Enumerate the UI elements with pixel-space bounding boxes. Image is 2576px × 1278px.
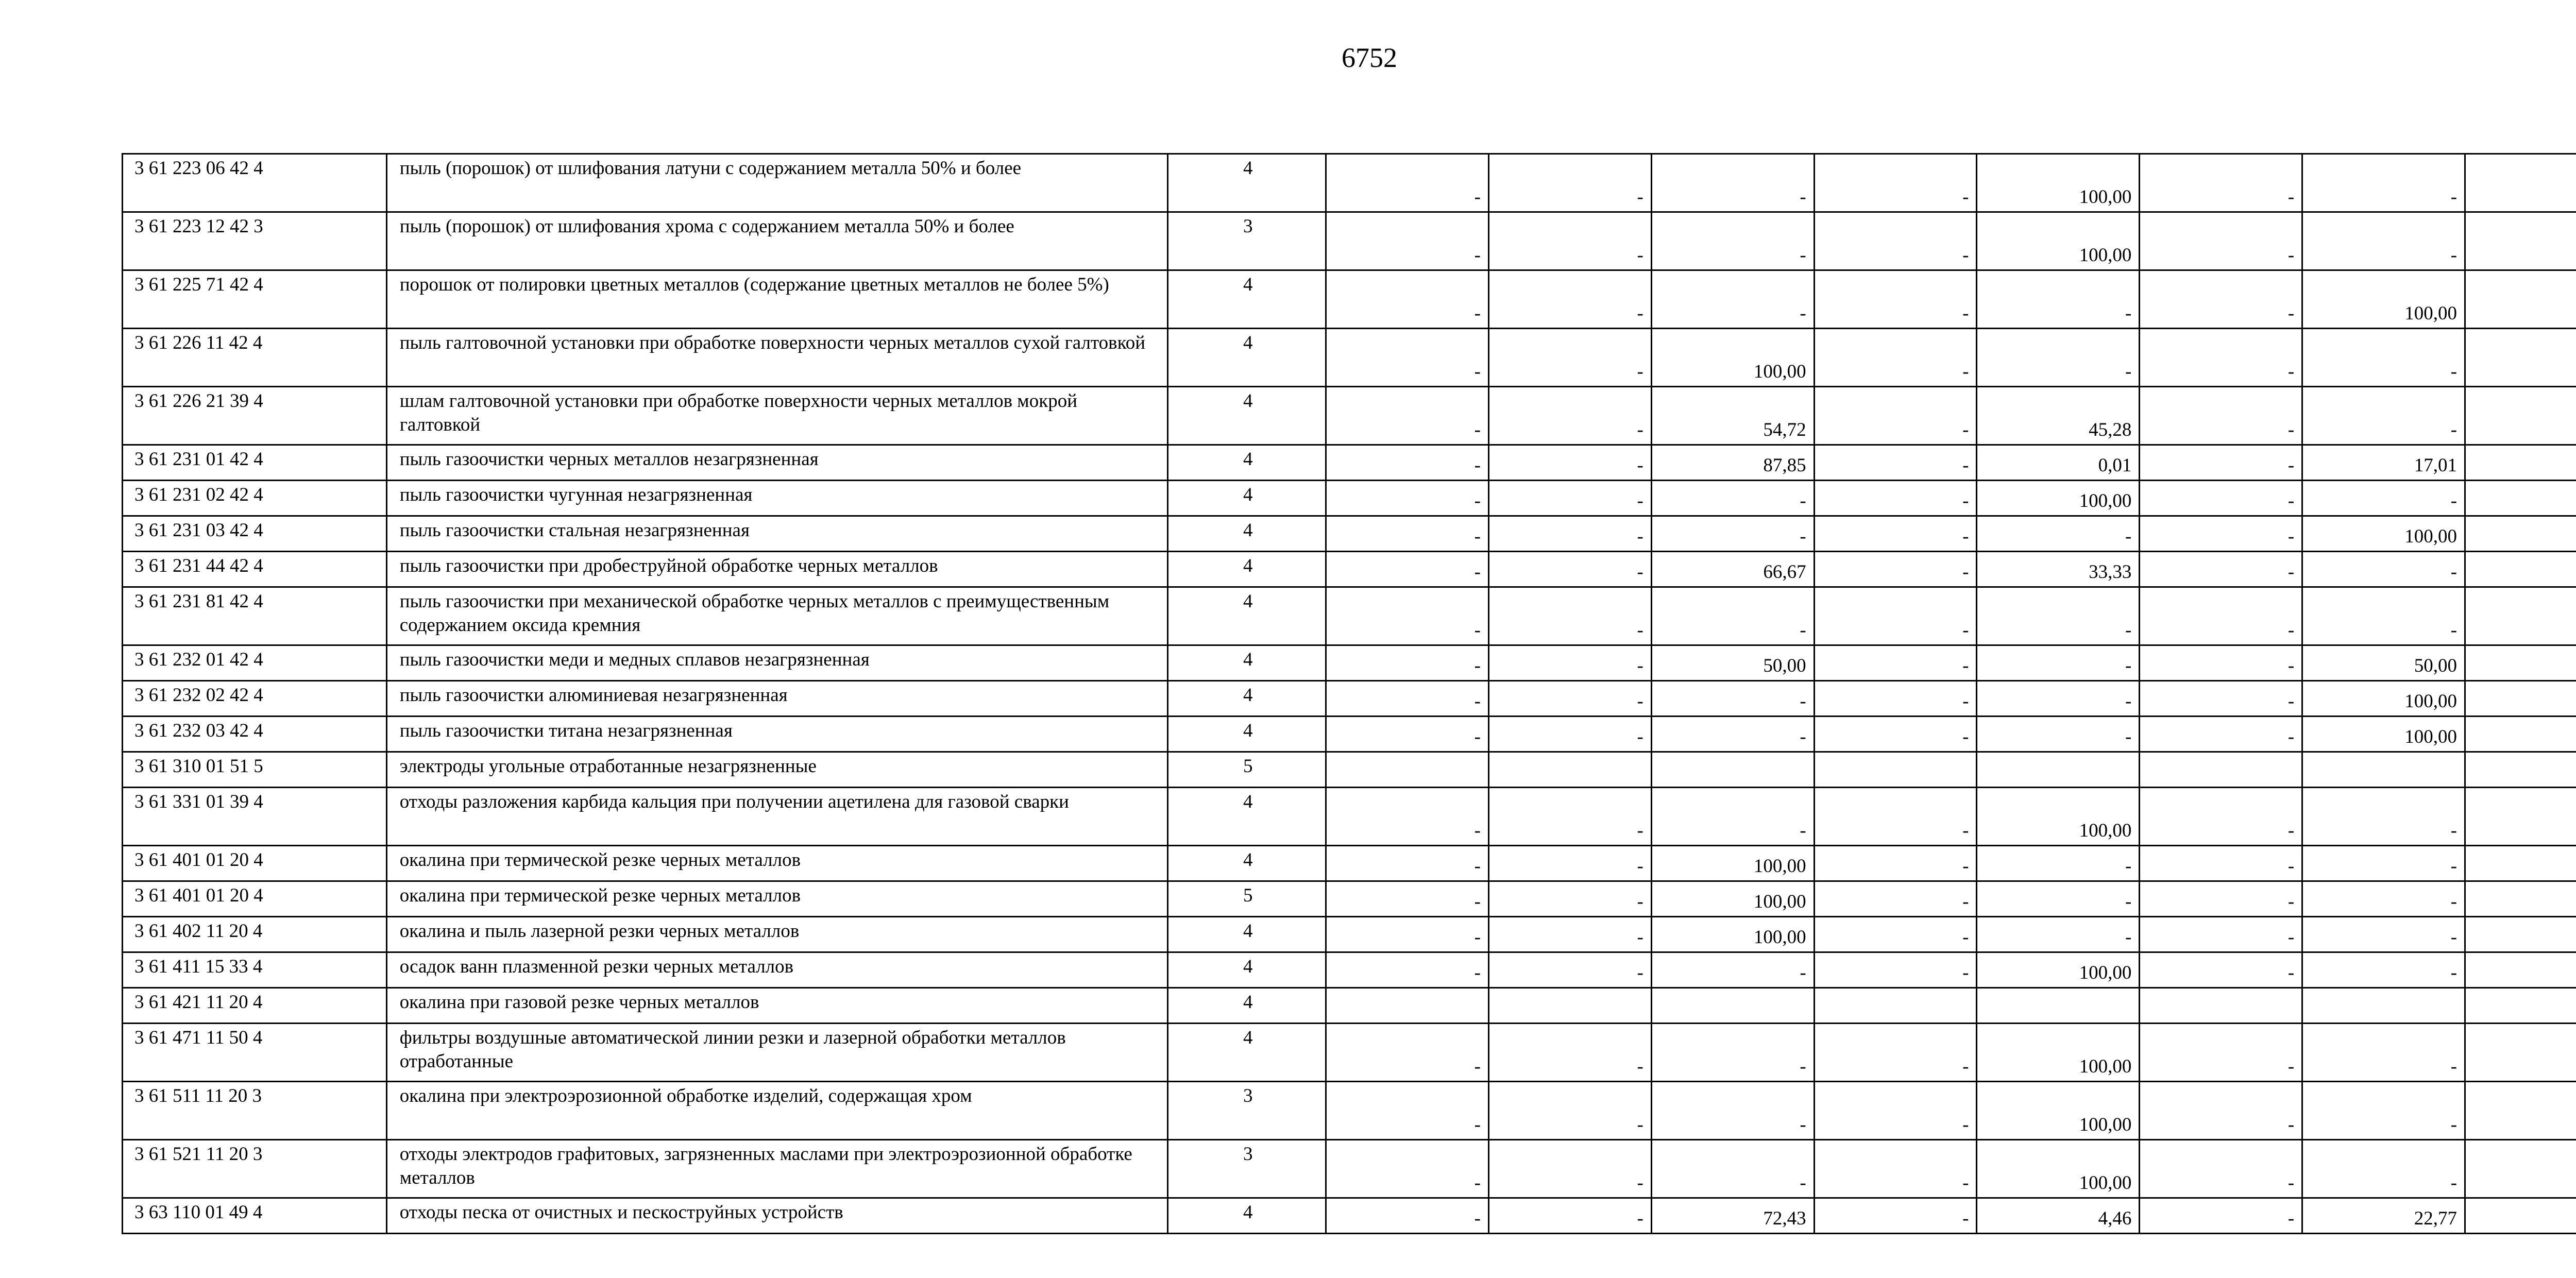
share-value-cell: - [1488, 1024, 1651, 1082]
share-value-cell: - [1488, 846, 1651, 881]
share-value-cell [2465, 917, 2576, 952]
share-value-cell [2465, 552, 2576, 587]
hazard-class-cell: 4 [1168, 587, 1326, 645]
table-row [123, 846, 2576, 881]
share-value-cell: - [1488, 1140, 1651, 1198]
share-value-cell: - [1814, 387, 1977, 445]
share-value-cell: - [1326, 952, 1489, 988]
share-value-cell [1977, 988, 2140, 1024]
waste-name-cell: шлам галтовочной установки при обработке поверхности черных металлов мокрой галтовкой [386, 387, 1168, 445]
waste-name-cell: пыль газоочистки чугунная незагрязненная [386, 481, 1168, 516]
table-row [123, 988, 2576, 1024]
share-value-cell: - [1814, 516, 1977, 552]
share-value-cell: - [1814, 154, 1977, 212]
share-value-cell: - [2140, 212, 2302, 270]
share-value-cell: - [1488, 270, 1651, 329]
share-value-cell: - [2140, 1024, 2302, 1082]
share-value-cell: - [1651, 788, 1814, 846]
share-value-cell [2465, 1024, 2576, 1082]
hazard-class-cell: 3 [1168, 212, 1326, 270]
share-value-cell: 100,00 [1651, 329, 1814, 387]
share-value-cell: - [1488, 445, 1651, 481]
table-row [123, 645, 2576, 681]
table-row [123, 212, 2576, 270]
share-value-cell: - [2140, 481, 2302, 516]
hazard-class-cell: 4 [1168, 270, 1326, 329]
waste-name-cell: пыль газоочистки при механической обработке черных металлов с преимущественным содержанием оксида кремния [386, 587, 1168, 645]
waste-code-cell: 3 61 231 02 42 4 [123, 481, 387, 516]
share-value-cell: - [1326, 154, 1489, 212]
table-row [123, 1082, 2576, 1140]
hazard-class-cell: 4 [1168, 552, 1326, 587]
share-value-cell: - [2302, 329, 2465, 387]
share-value-cell: - [1977, 881, 2140, 917]
share-value-cell [2465, 1198, 2576, 1234]
share-value-cell [1977, 752, 2140, 788]
hazard-class-cell: 4 [1168, 788, 1326, 846]
share-value-cell [2465, 881, 2576, 917]
share-value-cell: - [1326, 717, 1489, 752]
share-value-cell: - [2302, 788, 2465, 846]
share-value-cell: - [2140, 788, 2302, 846]
share-value-cell: - [2302, 387, 2465, 445]
table-row [123, 587, 2576, 645]
share-value-cell [2465, 329, 2576, 387]
table-row [123, 681, 2576, 717]
share-value-cell [2465, 846, 2576, 881]
hazard-class-cell: 3 [1168, 1082, 1326, 1140]
share-value-cell [2465, 717, 2576, 752]
share-value-cell: - [1651, 270, 1814, 329]
waste-code-cell: 3 61 402 11 20 4 [123, 917, 387, 952]
share-value-cell [2465, 752, 2576, 788]
share-value-cell [1814, 752, 1977, 788]
waste-code-cell: 3 63 110 01 49 4 [123, 1198, 387, 1234]
waste-code-cell: 3 61 231 81 42 4 [123, 587, 387, 645]
share-value-cell [2465, 788, 2576, 846]
hazard-class-cell: 4 [1168, 952, 1326, 988]
waste-code-cell: 3 61 471 11 50 4 [123, 1024, 387, 1082]
share-value-cell [2465, 481, 2576, 516]
table-row [123, 516, 2576, 552]
share-value-cell: - [1326, 917, 1489, 952]
share-value-cell: - [1814, 481, 1977, 516]
share-value-cell: - [2140, 587, 2302, 645]
share-value-cell: - [1651, 717, 1814, 752]
share-value-cell: - [1488, 516, 1651, 552]
waste-code-cell: 3 61 232 02 42 4 [123, 681, 387, 717]
share-value-cell: 50,00 [1651, 645, 1814, 681]
share-value-cell [1326, 988, 1489, 1024]
share-value-cell: - [2140, 270, 2302, 329]
share-value-cell: - [1814, 270, 1977, 329]
share-value-cell: - [1651, 1140, 1814, 1198]
share-value-cell [2465, 1082, 2576, 1140]
share-value-cell: 100,00 [2302, 270, 2465, 329]
share-value-cell: - [1814, 846, 1977, 881]
share-value-cell: 100,00 [1651, 917, 1814, 952]
hazard-class-cell: 4 [1168, 1024, 1326, 1082]
hazard-class-cell: 4 [1168, 329, 1326, 387]
share-value-cell: - [1814, 645, 1977, 681]
share-value-cell: 100,00 [1977, 1140, 2140, 1198]
waste-name-cell: пыль газоочистки черных металлов незагрязненная [386, 445, 1168, 481]
share-value-cell: - [1651, 516, 1814, 552]
share-value-cell: - [1326, 1024, 1489, 1082]
table-body [123, 154, 2576, 1234]
share-value-cell [2140, 752, 2302, 788]
waste-name-cell: окалина и пыль лазерной резки черных металлов [386, 917, 1168, 952]
share-value-cell: - [2302, 917, 2465, 952]
share-value-cell: - [1651, 952, 1814, 988]
share-value-cell [1651, 988, 1814, 1024]
share-value-cell: - [2140, 1082, 2302, 1140]
share-value-cell: - [2140, 917, 2302, 952]
waste-code-cell: 3 61 226 21 39 4 [123, 387, 387, 445]
waste-code-cell: 3 61 231 03 42 4 [123, 516, 387, 552]
share-value-cell: - [1326, 212, 1489, 270]
share-value-cell: 100,00 [1977, 154, 2140, 212]
share-value-cell: - [1488, 329, 1651, 387]
share-value-cell: - [2140, 1198, 2302, 1234]
share-value-cell: - [1326, 552, 1489, 587]
waste-name-cell: пыль газоочистки алюминиевая незагрязненная [386, 681, 1168, 717]
waste-code-cell: 3 61 223 06 42 4 [123, 154, 387, 212]
share-value-cell: - [1814, 681, 1977, 717]
share-value-cell: - [1814, 1082, 1977, 1140]
share-value-cell: - [1814, 717, 1977, 752]
share-value-cell: - [1977, 516, 2140, 552]
waste-name-cell: пыль газоочистки титана незагрязненная [386, 717, 1168, 752]
share-value-cell: - [2140, 329, 2302, 387]
share-value-cell: - [1488, 952, 1651, 988]
share-value-cell: - [1488, 212, 1651, 270]
share-value-cell: - [2302, 481, 2465, 516]
waste-name-cell: фильтры воздушные автоматической линии резки и лазерной обработки металлов отработанные [386, 1024, 1168, 1082]
share-value-cell: - [1326, 1140, 1489, 1198]
table-row [123, 552, 2576, 587]
waste-composition-table [122, 153, 2576, 1234]
waste-code-cell: 3 61 511 11 20 3 [123, 1082, 387, 1140]
share-value-cell: 72,43 [1651, 1198, 1814, 1234]
hazard-class-cell: 4 [1168, 445, 1326, 481]
share-value-cell: - [2140, 552, 2302, 587]
share-value-cell: - [2140, 1140, 2302, 1198]
share-value-cell: - [1977, 846, 2140, 881]
share-value-cell: 100,00 [2302, 516, 2465, 552]
share-value-cell: - [1814, 917, 1977, 952]
table-row [123, 481, 2576, 516]
share-value-cell: - [2302, 1140, 2465, 1198]
share-value-cell [1651, 752, 1814, 788]
hazard-class-cell: 4 [1168, 988, 1326, 1024]
share-value-cell: - [2302, 212, 2465, 270]
share-value-cell: - [2140, 846, 2302, 881]
waste-name-cell: пыль галтовочной установки при обработке поверхности черных металлов сухой галтовкой [386, 329, 1168, 387]
share-value-cell: 100,00 [1977, 1024, 2140, 1082]
share-value-cell: - [2302, 1082, 2465, 1140]
share-value-cell: 50,00 [2302, 645, 2465, 681]
waste-code-cell: 3 61 232 01 42 4 [123, 645, 387, 681]
table-row [123, 387, 2576, 445]
share-value-cell: - [1488, 154, 1651, 212]
share-value-cell: - [1326, 329, 1489, 387]
share-value-cell: 100,00 [1977, 788, 2140, 846]
share-value-cell: - [1977, 645, 2140, 681]
waste-name-cell: окалина при электроэрозионной обработке изделий, содержащая хром [386, 1082, 1168, 1140]
share-value-cell: - [1488, 552, 1651, 587]
share-value-cell: - [2140, 717, 2302, 752]
share-value-cell: - [1814, 212, 1977, 270]
hazard-class-cell: 4 [1168, 481, 1326, 516]
table-row [123, 881, 2576, 917]
share-value-cell: - [1326, 1198, 1489, 1234]
share-value-cell: - [1977, 587, 2140, 645]
table-row [123, 752, 2576, 788]
share-value-cell [1488, 752, 1651, 788]
share-value-cell: 33,33 [1977, 552, 2140, 587]
share-value-cell: - [1488, 788, 1651, 846]
share-value-cell: - [1326, 881, 1489, 917]
hazard-class-cell: 4 [1168, 516, 1326, 552]
share-value-cell: - [2140, 445, 2302, 481]
share-value-cell: - [1488, 587, 1651, 645]
hazard-class-cell: 4 [1168, 387, 1326, 445]
share-value-cell: - [1651, 681, 1814, 717]
waste-code-cell: 3 61 231 01 42 4 [123, 445, 387, 481]
share-value-cell: - [1488, 881, 1651, 917]
share-value-cell: 100,00 [1651, 881, 1814, 917]
share-value-cell: - [1488, 481, 1651, 516]
share-value-cell: - [1326, 387, 1489, 445]
share-value-cell: - [2140, 387, 2302, 445]
share-value-cell: 4,46 [1977, 1198, 2140, 1234]
share-value-cell: - [1326, 516, 1489, 552]
share-value-cell: 22,77 [2302, 1198, 2465, 1234]
share-value-cell: - [1326, 1082, 1489, 1140]
share-value-cell [1488, 988, 1651, 1024]
waste-code-cell: 3 61 421 11 20 4 [123, 988, 387, 1024]
share-value-cell: 100,00 [1977, 212, 2140, 270]
share-value-cell: - [1977, 270, 2140, 329]
share-value-cell: - [1326, 445, 1489, 481]
share-value-cell: - [2140, 881, 2302, 917]
share-value-cell: - [1814, 1140, 1977, 1198]
share-value-cell: - [1326, 587, 1489, 645]
table-row [123, 788, 2576, 846]
share-value-cell: - [2140, 516, 2302, 552]
share-value-cell: - [2302, 552, 2465, 587]
share-value-cell: - [2302, 952, 2465, 988]
share-value-cell: - [1651, 1082, 1814, 1140]
share-value-cell: 54,72 [1651, 387, 1814, 445]
share-value-cell [1814, 988, 1977, 1024]
share-value-cell: - [2140, 154, 2302, 212]
hazard-class-cell: 4 [1168, 154, 1326, 212]
hazard-class-cell: 4 [1168, 645, 1326, 681]
share-value-cell: - [2140, 681, 2302, 717]
share-value-cell: 100,00 [1977, 481, 2140, 516]
share-value-cell: - [1814, 587, 1977, 645]
waste-code-cell: 3 61 223 12 42 3 [123, 212, 387, 270]
table-row [123, 329, 2576, 387]
share-value-cell: - [1814, 552, 1977, 587]
hazard-class-cell: 3 [1168, 1140, 1326, 1198]
share-value-cell: - [1326, 788, 1489, 846]
share-value-cell [2465, 988, 2576, 1024]
share-value-cell: - [1651, 154, 1814, 212]
page-number: 6752 [1342, 42, 1397, 73]
waste-name-cell: окалина при газовой резке черных металлов [386, 988, 1168, 1024]
share-value-cell: - [2140, 952, 2302, 988]
hazard-class-cell: 5 [1168, 881, 1326, 917]
share-value-cell: - [1977, 329, 2140, 387]
table-row [123, 952, 2576, 988]
table-row [123, 717, 2576, 752]
share-value-cell: - [2302, 154, 2465, 212]
share-value-cell [1326, 752, 1489, 788]
waste-name-cell: пыль газоочистки стальная незагрязненная [386, 516, 1168, 552]
waste-code-cell: 3 61 411 15 33 4 [123, 952, 387, 988]
share-value-cell: - [1814, 329, 1977, 387]
share-value-cell: - [2302, 846, 2465, 881]
waste-code-cell: 3 61 521 11 20 3 [123, 1140, 387, 1198]
table-row [123, 1140, 2576, 1198]
share-value-cell [2465, 952, 2576, 988]
waste-name-cell: окалина при термической резке черных металлов [386, 881, 1168, 917]
hazard-class-cell: 4 [1168, 846, 1326, 881]
share-value-cell [2465, 681, 2576, 717]
table-row [123, 445, 2576, 481]
share-value-cell: - [1488, 917, 1651, 952]
waste-name-cell: пыль (порошок) от шлифования хрома с содержанием металла 50% и более [386, 212, 1168, 270]
share-value-cell: - [1814, 445, 1977, 481]
waste-name-cell: электроды угольные отработанные незагрязненные [386, 752, 1168, 788]
waste-name-cell: окалина при термической резке черных металлов [386, 846, 1168, 881]
hazard-class-cell: 4 [1168, 681, 1326, 717]
waste-name-cell: пыль (порошок) от шлифования латуни с содержанием металла 50% и более [386, 154, 1168, 212]
hazard-class-cell: 5 [1168, 752, 1326, 788]
hazard-class-cell: 4 [1168, 917, 1326, 952]
waste-name-cell: отходы разложения карбида кальция при получении ацетилена для газовой сварки [386, 788, 1168, 846]
share-value-cell: 0,01 [1977, 445, 2140, 481]
waste-name-cell: отходы песка от очистных и пескоструйных устройств [386, 1198, 1168, 1234]
share-value-cell: - [1488, 645, 1651, 681]
share-value-cell: - [1651, 212, 1814, 270]
table-row [123, 270, 2576, 329]
share-value-cell [2465, 212, 2576, 270]
waste-code-cell: 3 61 401 01 20 4 [123, 846, 387, 881]
share-value-cell [2302, 988, 2465, 1024]
share-value-cell: - [1651, 587, 1814, 645]
table-row [123, 1198, 2576, 1234]
share-value-cell: 100,00 [1977, 952, 2140, 988]
waste-name-cell: пыль газоочистки при дробеструйной обработке черных металлов [386, 552, 1168, 587]
waste-code-cell: 3 61 331 01 39 4 [123, 788, 387, 846]
share-value-cell: - [1488, 717, 1651, 752]
waste-name-cell: отходы электродов графитовых, загрязненных маслами при электроэрозионной обработке металлов [386, 1140, 1168, 1198]
share-value-cell: - [2302, 881, 2465, 917]
waste-code-cell: 3 61 232 03 42 4 [123, 717, 387, 752]
share-value-cell: 87,85 [1651, 445, 1814, 481]
share-value-cell [2465, 645, 2576, 681]
share-value-cell: - [1651, 1024, 1814, 1082]
share-value-cell: - [1326, 645, 1489, 681]
share-value-cell [2465, 516, 2576, 552]
share-value-cell [2302, 752, 2465, 788]
waste-name-cell: пыль газоочистки меди и медных сплавов незагрязненная [386, 645, 1168, 681]
waste-name-cell: порошок от полировки цветных металлов (содержание цветных металлов не более 5%) [386, 270, 1168, 329]
share-value-cell [2465, 1140, 2576, 1198]
share-value-cell [2465, 445, 2576, 481]
share-value-cell: - [2302, 587, 2465, 645]
share-value-cell: - [1814, 1198, 1977, 1234]
waste-code-cell: 3 61 310 01 51 5 [123, 752, 387, 788]
share-value-cell: - [1488, 681, 1651, 717]
share-value-cell: - [1488, 1082, 1651, 1140]
share-value-cell: - [1977, 717, 2140, 752]
share-value-cell [2465, 587, 2576, 645]
share-value-cell: - [1651, 481, 1814, 516]
share-value-cell: - [1326, 846, 1489, 881]
share-value-cell: - [1326, 481, 1489, 516]
share-value-cell [2140, 988, 2302, 1024]
share-value-cell: 100,00 [1977, 1082, 2140, 1140]
waste-code-cell: 3 61 231 44 42 4 [123, 552, 387, 587]
hazard-class-cell: 4 [1168, 1198, 1326, 1234]
table-row [123, 154, 2576, 212]
share-value-cell: - [1814, 788, 1977, 846]
share-value-cell: - [1488, 387, 1651, 445]
waste-name-cell: осадок ванн плазменной резки черных металлов [386, 952, 1168, 988]
share-value-cell: - [1814, 952, 1977, 988]
waste-code-cell: 3 61 225 71 42 4 [123, 270, 387, 329]
share-value-cell: 100,00 [2302, 717, 2465, 752]
share-value-cell: - [1814, 881, 1977, 917]
waste-code-cell: 3 61 226 11 42 4 [123, 329, 387, 387]
waste-table-container [122, 153, 2576, 1234]
share-value-cell: - [2140, 645, 2302, 681]
share-value-cell: - [1326, 681, 1489, 717]
share-value-cell [2465, 270, 2576, 329]
share-value-cell: 100,00 [2302, 681, 2465, 717]
share-value-cell: - [1814, 1024, 1977, 1082]
share-value-cell: - [2302, 1024, 2465, 1082]
share-value-cell: 45,28 [1977, 387, 2140, 445]
table-row [123, 1024, 2576, 1082]
share-value-cell: 100,00 [1651, 846, 1814, 881]
share-value-cell [2465, 387, 2576, 445]
share-value-cell: 66,67 [1651, 552, 1814, 587]
share-value-cell: - [1326, 270, 1489, 329]
hazard-class-cell: 4 [1168, 717, 1326, 752]
share-value-cell: - [1977, 917, 2140, 952]
share-value-cell: 17,01 [2302, 445, 2465, 481]
share-value-cell [2465, 154, 2576, 212]
waste-code-cell: 3 61 401 01 20 4 [123, 881, 387, 917]
share-value-cell: - [1977, 681, 2140, 717]
share-value-cell: - [1488, 1198, 1651, 1234]
table-row [123, 917, 2576, 952]
